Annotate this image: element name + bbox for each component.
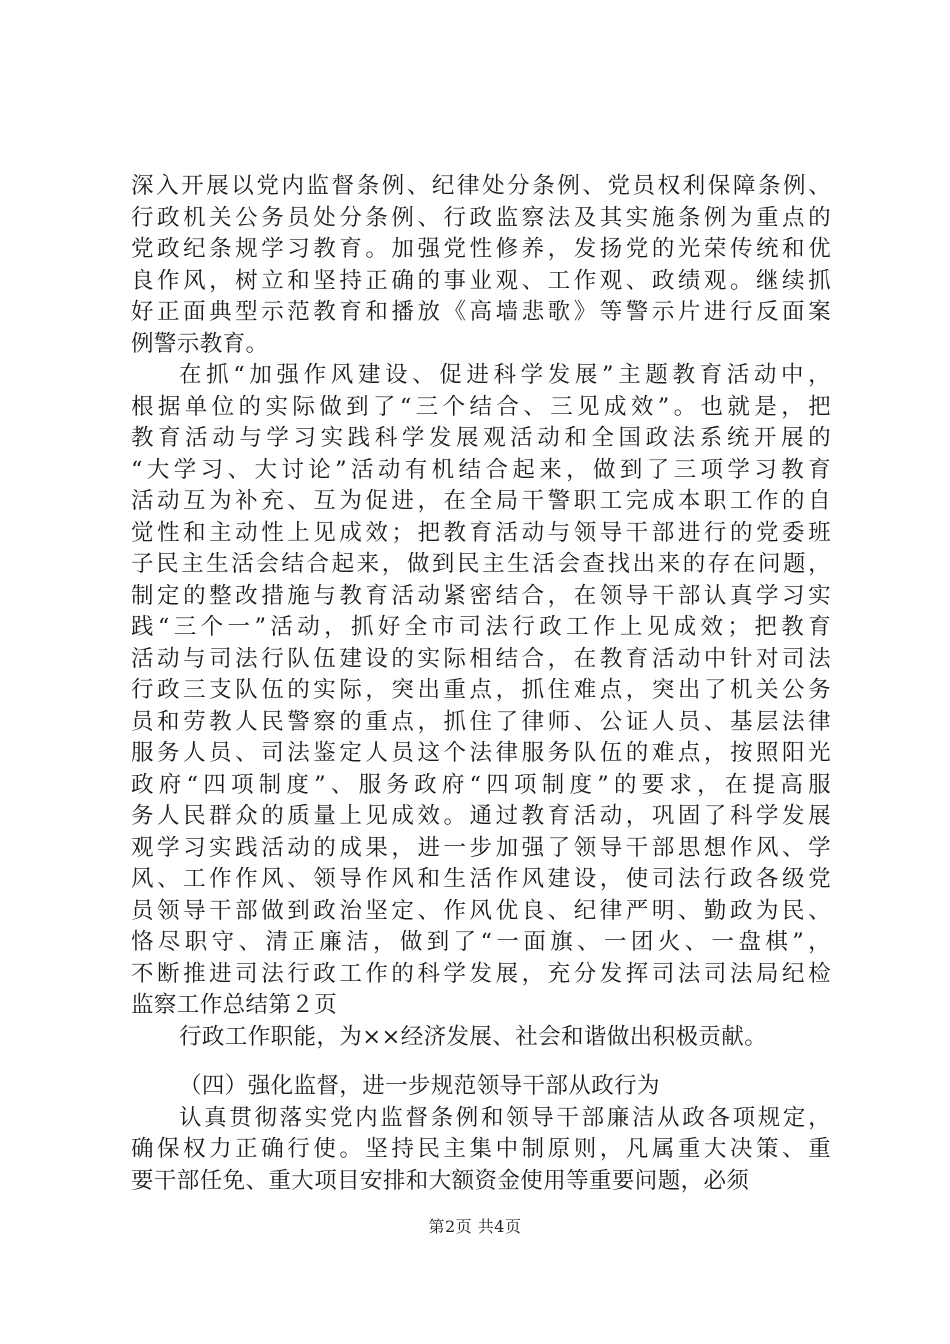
text-line: 观学习实践活动的成果，进一步加强了领导干部思想作风、学 xyxy=(131,834,831,861)
text-line: 践“三个一”活动，抓好全市司法行政工作上见成效；把教育 xyxy=(131,614,831,640)
paragraph xyxy=(131,171,831,360)
document-body xyxy=(131,171,831,1197)
paragraph xyxy=(131,1103,831,1198)
text-line: 认真贯彻落实党内监督条例和领导干部廉洁从政各项规定， xyxy=(179,1104,831,1131)
text-line: 例警示教育。 xyxy=(131,330,269,357)
text-line: （四）强化监督，进一步规范领导干部从政行为 xyxy=(179,1073,660,1099)
text-line: 党政纪条规学习教育。加强党性修养，发扬党的光荣传统和优 xyxy=(131,236,831,262)
paragraph xyxy=(131,1071,831,1103)
text-line: 根据单位的实际做到了“三个结合、三见成效”。也就是，把 xyxy=(131,393,831,420)
text-line: 觉性和主动性上见成效；把教育活动与领导干部进行的党委班 xyxy=(131,519,831,546)
text-line: 子民主生活会结合起来，做到民主生活会查找出来的存在问题， xyxy=(131,551,831,577)
text-line: 风、工作作风、领导作风和生活作风建设，使司法行政各级党 xyxy=(131,866,831,892)
text-line: 务人民群众的质量上见成效。通过教育活动，巩固了科学发展 xyxy=(131,803,831,829)
page-footer: 第2页 共4页 xyxy=(428,1217,522,1236)
text-line: 教育活动与学习实践科学发展观活动和全国政法系统开展的 xyxy=(131,425,831,451)
text-line: 要干部任免、重大项目安排和大额资金使用等重要问题，必须 xyxy=(131,1167,750,1194)
text-line: 服务人员、司法鉴定人员这个法律服务队伍的难点，按照阳光 xyxy=(131,740,831,766)
paragraph xyxy=(131,1022,831,1054)
text-line: 活动与司法行队伍建设的实际相结合，在教育活动中针对司法 xyxy=(131,645,831,672)
text-line: 员和劳教人民警察的重点，抓住了律师、公证人员、基层法律 xyxy=(131,708,831,735)
text-line: 行政工作职能，为××经济发展、社会和谐做出积极贡献。 xyxy=(179,1023,768,1050)
paragraph xyxy=(131,360,831,1022)
text-line: 政府“四项制度”、服务政府“四项制度”的要求，在提高服 xyxy=(131,771,831,798)
text-line: 恪尽职守、清正廉洁，做到了“一面旗、一团火、一盘棋”， xyxy=(131,929,831,955)
text-line: 好正面典型示范教育和播放《高墙悲歌》等警示片进行反面案 xyxy=(131,299,831,325)
text-line: 确保权力正确行使。坚持民主集中制原则，凡属重大决策、重 xyxy=(131,1136,831,1162)
text-line: 员领导干部做到政治坚定、作风优良、纪律严明、勤政为民、 xyxy=(131,897,831,924)
text-line: 在抓“加强作风建设、促进科学发展”主题教育活动中， xyxy=(179,362,831,388)
text-line: 行政三支队伍的实际，突出重点，抓住难点，突出了机关公务 xyxy=(131,677,831,703)
text-line: 活动互为补充、互为促进，在全局干警职工完成本职工作的自 xyxy=(131,488,831,514)
text-line: 行政机关公务员处分条例、行政监察法及其实施条例为重点的 xyxy=(131,204,831,231)
text-line: 深入开展以党内监督条例、纪律处分条例、党员权利保障条例、 xyxy=(131,173,831,199)
paragraph-spacer xyxy=(131,1053,831,1071)
text-line: 不断推进司法行政工作的科学发展，充分发挥司法司法局纪检 xyxy=(131,960,831,987)
text-line: 良作风，树立和坚持正确的事业观、工作观、政绩观。继续抓 xyxy=(131,267,831,294)
text-line: 监察工作总结第２页 xyxy=(131,992,338,1018)
text-line: 制定的整改措施与教育活动紧密结合，在领导干部认真学习实 xyxy=(131,582,831,609)
text-line: “大学习、大讨论”活动有机结合起来，做到了三项学习教育 xyxy=(131,456,831,483)
